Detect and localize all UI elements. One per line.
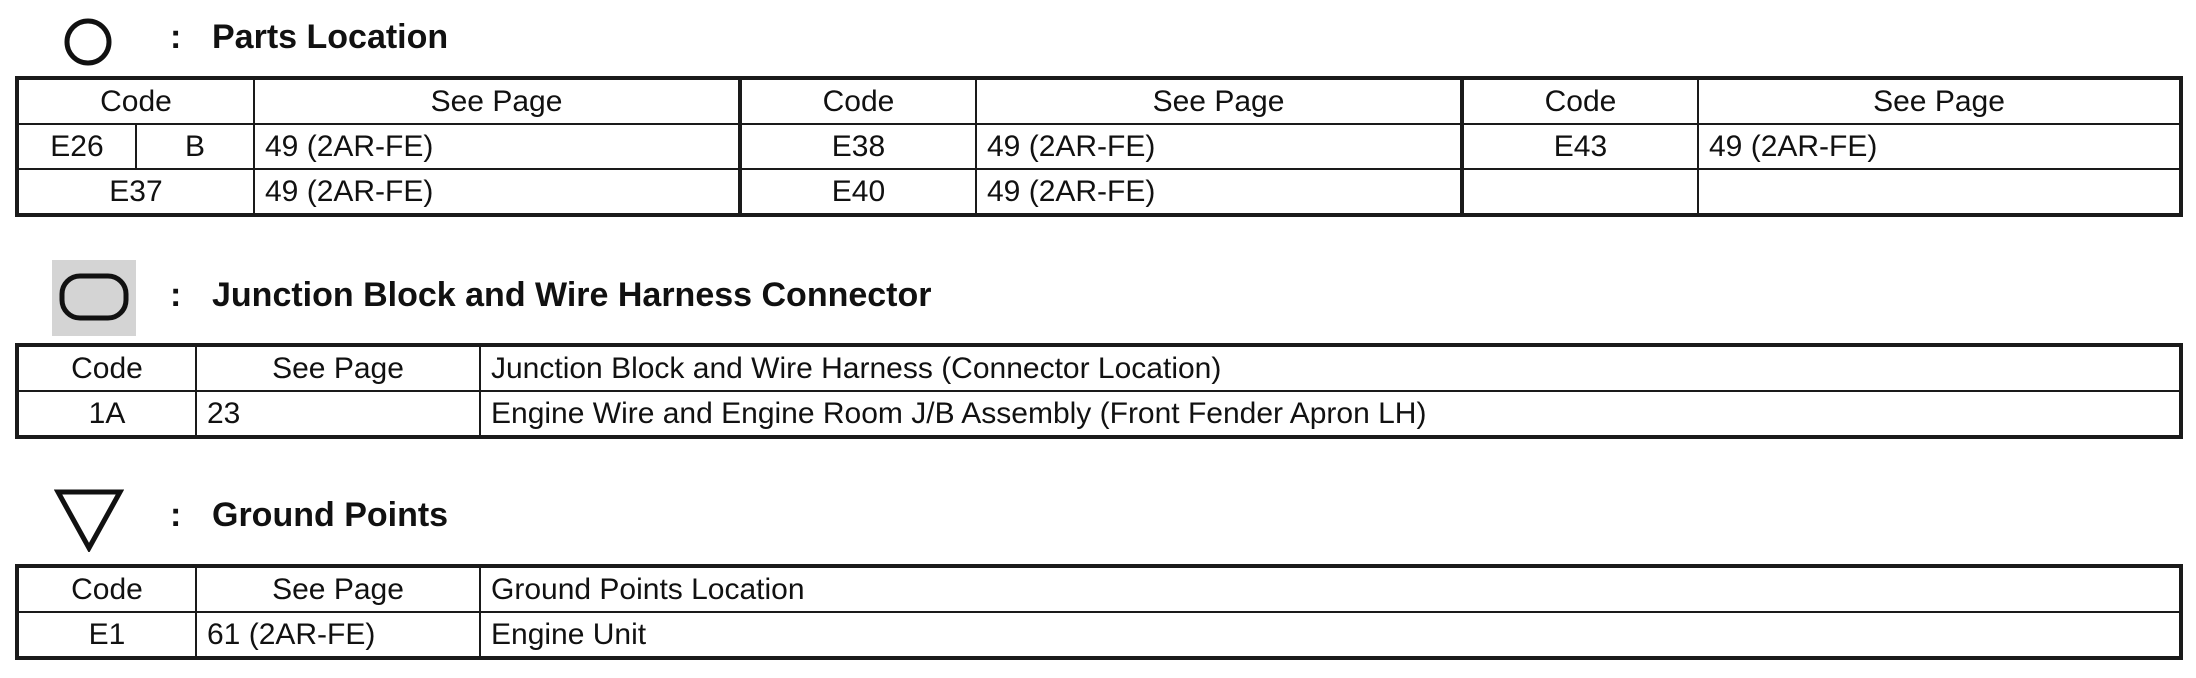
parts-location-title: Parts Location (212, 18, 449, 56)
table-row (18, 169, 2180, 214)
header-description: Ground Points Location (480, 567, 2180, 612)
header-page: See Page (196, 567, 480, 612)
page-cell (1698, 169, 2180, 214)
table-header-row (18, 346, 2180, 391)
description-cell: Engine Wire and Engine Room J/B Assembly (Front Fender Apron LH) (480, 391, 2180, 436)
page-cell: 49 (2AR-FE) (254, 169, 740, 214)
header-page-3: See Page (1698, 79, 2180, 124)
page-cell: 49 (2AR-FE) (254, 124, 740, 169)
code-cell: E43 (1462, 124, 1698, 169)
ground-points-header (0, 478, 2196, 558)
junction-block-table (17, 345, 2181, 437)
page-cell: 49 (2AR-FE) (1698, 124, 2180, 169)
header-code-1: Code (18, 79, 254, 124)
ground-points-title: Ground Points (212, 496, 449, 534)
table-row (18, 391, 2180, 436)
header-code-2: Code (740, 79, 976, 124)
rounded-rect-icon (52, 260, 136, 336)
junction-colon: : (170, 276, 182, 314)
code-cell: E38 (740, 124, 976, 169)
header-page-2: See Page (976, 79, 1462, 124)
table-row (18, 124, 2180, 169)
header-code: Code (18, 346, 196, 391)
parts-location-header (0, 0, 2196, 80)
page-cell: 49 (2AR-FE) (976, 169, 1462, 214)
page-cell: 23 (196, 391, 480, 436)
table-row (18, 612, 2180, 657)
ground-colon: : (170, 496, 182, 534)
code-cell: 1A (18, 391, 196, 436)
table-header-row (18, 567, 2180, 612)
triangle-down-icon (54, 488, 124, 552)
code-cell: E26 (18, 124, 136, 169)
code-cell: E37 (18, 169, 254, 214)
table-header-row (18, 79, 2180, 124)
junction-block-title: Junction Block and Wire Harness Connector (212, 276, 932, 314)
header-code: Code (18, 567, 196, 612)
header-description: Junction Block and Wire Harness (Connector Location) (480, 346, 2180, 391)
header-code-3: Code (1462, 79, 1698, 124)
code-cell (1462, 169, 1698, 214)
header-page-1: See Page (254, 79, 740, 124)
header-page: See Page (196, 346, 480, 391)
parts-location-table (17, 78, 2181, 215)
sub-code-cell: B (136, 124, 254, 169)
parts-colon: : (170, 18, 182, 56)
code-cell: E40 (740, 169, 976, 214)
description-cell: Engine Unit (480, 612, 2180, 657)
code-cell: E1 (18, 612, 196, 657)
page-cell: 49 (2AR-FE) (976, 124, 1462, 169)
ground-points-table (17, 566, 2181, 658)
page-cell: 61 (2AR-FE) (196, 612, 480, 657)
circle-icon (62, 16, 114, 68)
junction-block-header (0, 256, 2196, 336)
